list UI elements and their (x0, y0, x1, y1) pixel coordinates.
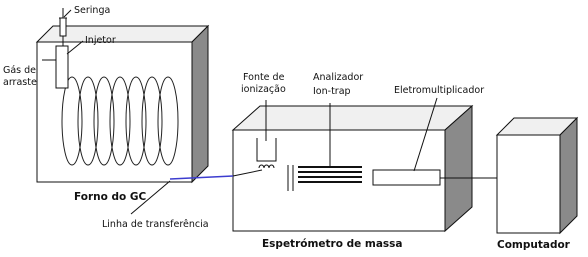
label-forno: Forno do GC (74, 191, 147, 203)
label-injetor: Injetor (85, 35, 116, 46)
computer (497, 118, 577, 233)
label-analizador: Analizador (313, 72, 364, 83)
label-computador: Computador (497, 239, 570, 251)
label-seringa: Seringa (74, 5, 111, 16)
computer-front (497, 135, 560, 233)
mass-spectrometer (233, 106, 472, 231)
injector (56, 46, 68, 88)
label-ionizacao: ionização (241, 84, 286, 95)
label-ion-trap: Ion-trap (313, 86, 351, 97)
label-eletromultiplicador: Eletromultiplicador (394, 85, 485, 96)
ms-top (233, 106, 472, 130)
label-fonte-de: Fonte de (243, 72, 285, 83)
label-linha: Linha de transferência (102, 219, 209, 230)
gc-oven-side (192, 26, 208, 182)
electron-multiplier (373, 170, 440, 185)
leader-seringa (64, 10, 71, 17)
label-espetrometro: Espetrómetro de massa (262, 238, 403, 250)
label-arraste: arraste (3, 77, 37, 88)
label-gas-de: Gás de (3, 65, 37, 76)
computer-side (560, 118, 577, 233)
